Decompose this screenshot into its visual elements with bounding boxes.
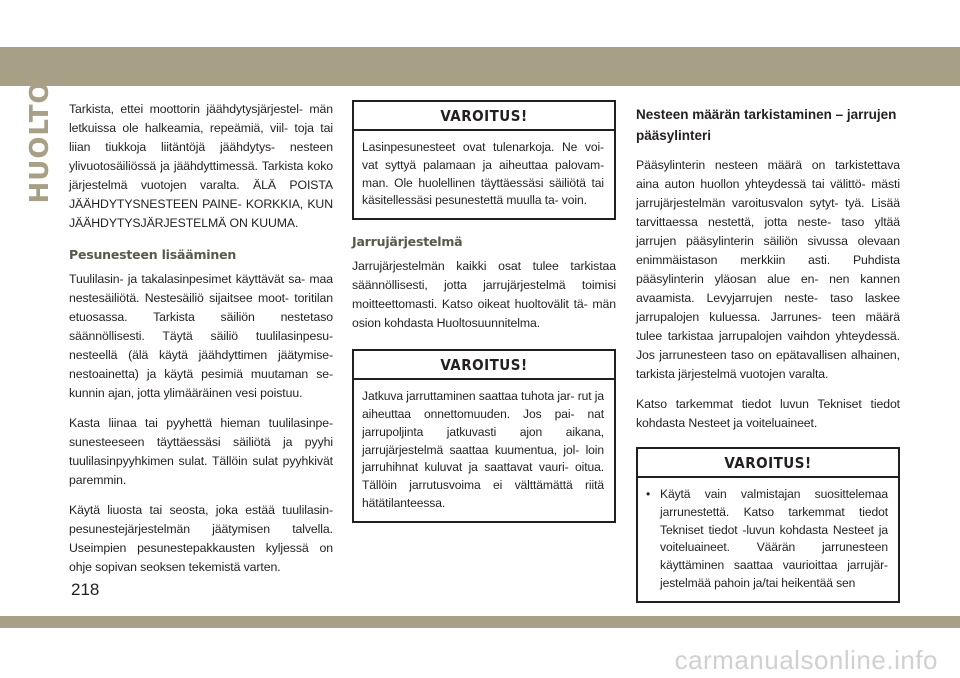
column-right xyxy=(636,100,900,617)
washer-fluid-paragraph-2: Kasta liinaa tai pyyhettä hieman tuulilasinpe- sunesteeseen täyttäessäsi säiliötä ja pyyhi tuulilasinpyyhkimen sulat. Tällöin sulat pyyhkivät paremmin. xyxy=(69,416,333,487)
master-cylinder-paragraph-2: Katso tarkemmat tiedot luvun Tekniset tiedot kohdasta Nesteet ja voiteluaineet. xyxy=(636,397,900,430)
warning-body xyxy=(638,478,898,601)
washer-fluid-heading: Pesunesteen lisääminen xyxy=(69,247,237,262)
warning-box-brake-fluid xyxy=(636,447,900,603)
coolant-inspection-paragraph: Tarkista, ettei moottorin jäähdytysjärjestel- män letkuissa ole halkeamia, repeämiä, viil- toja tai liian tiukkoja liitäntöjä jäähdytys- nesteen ylivuotosäiliössä ja jäähdyttimessä. Tarkista koko järjestelmä vuotojen varalta. ÄLÄ POISTA JÄÄHDYTYSNESTEEN PAINE- KORKKIA, KUN JÄÄHDYTYSJÄRJESTELMÄ ON KUUMA. xyxy=(69,102,333,230)
warning-title: VAROITUS! xyxy=(354,351,614,380)
footer-band xyxy=(0,616,960,628)
brake-system-heading: Jarrujärjestelmä xyxy=(352,234,463,250)
section-tab-label: HUOLTO xyxy=(25,80,55,204)
warning-box-brakes xyxy=(352,349,616,523)
washer-fluid-paragraph-1: Tuulilasin- ja takalasinpesimet käyttävät sa- maa nestesäiliötä. Nestesäiliö sijaitsee moot- toritilan etuosassa. Tarkista säiliön nestetaso säännöllisesti. Täytä säiliö tuulilasinpesu- nesteellä (älä käytä jäähdyttimen jäätymise- nestoainetta) ja käytä pesimiä muutaman se- kunnin ajan, jotta ylimääräinen vesi poistuu. xyxy=(69,272,333,400)
column-middle xyxy=(352,100,616,537)
warning-text: Lasinpesunesteet ovat tulenarkoja. Ne voi- vat syttyä palamaan ja aiheuttaa palovam- man. Ole huolellinen täyttäessäsi säiliötä tai käsitellessäsi pesunestettä muulla ta- voin. xyxy=(362,140,604,208)
warning-bullet: • Käytä vain valmistajan suosittelemaa jarrunestettä. Katso tarkemmat tiedot Tekniset tiedot -luvun kohdasta Nesteet ja voiteluaineet. Väärän jarrunesteen käyttäminen saattaa vaurioittaa jarrujär- jestelmää pahoin ja/tai heikentää sen xyxy=(646,486,888,593)
washer-fluid-paragraph-3: Käytä liuosta tai seosta, joka estää tuulilasin- pesunestejärjestelmän jäätymisen talvella. Useimpien pesunestepakkausten kyljessä on ohje sopivan seoksen tekemistä varten. xyxy=(69,503,333,574)
column-left xyxy=(69,100,333,588)
watermark: carmanualsonline.info xyxy=(674,645,938,675)
header-band xyxy=(0,47,960,86)
master-cylinder-paragraph-1: Pääsylinterin nesteen määrä on tarkistettava aina auton huollon yhteydessä tai välittö- mästi jarrujärjestelmän varoitusvalon sytyt- tyä. Lisää tarvittaessa nestettä, jotta neste- taso yltää jarrujen pääsylinterin säiliön sivussa olevaan enimmäistason merkkiin asti. Puhdista pääsylinterin yläosan alue en- nen kannen avaamista. Levyjarrujen neste- taso laskee jarrupalojen kuluessa. Jarrunes- teen määrä tulee tarkistaa jarrupalojen vaihdon yhteydessä. Jos jarrunesteen taso on epätavallisen alhainen, tarkista järjestelmä vuotojen varalta. xyxy=(636,158,900,381)
section-tab xyxy=(22,80,58,204)
brake-system-paragraph: Jarrujärjestelmän kaikki osat tulee tarkistaa säännöllisesti, jotta jarrujärjestelmä toimisi moitteettomasti. Katso oikeat huoltovälit tä- män osion kohdasta Huoltosuunnitelma. xyxy=(352,259,616,331)
warning-box-washer-fluid xyxy=(352,100,616,220)
warning-text: Jatkuva jarruttaminen saattaa tuhota jar- rut ja aiheuttaa onnettomuuden. Jos pai- nat jarrupoljinta jatkuvasti ajon aikana, jarrujärjestelmä saattaa kuumentua, jol- loin jarruhihnat kuluvat ja saattavat vauri- oitua. Tällöin jarrutusvoima ei välttämättä riitä hätätilanteessa. xyxy=(362,389,604,510)
warning-title: VAROITUS! xyxy=(354,102,614,131)
warning-title: VAROITUS! xyxy=(638,449,898,478)
master-cylinder-heading: Nesteen määrän tarkistaminen – jarrujen pääsylinteri xyxy=(636,107,897,143)
page-number: 218 xyxy=(71,580,100,599)
